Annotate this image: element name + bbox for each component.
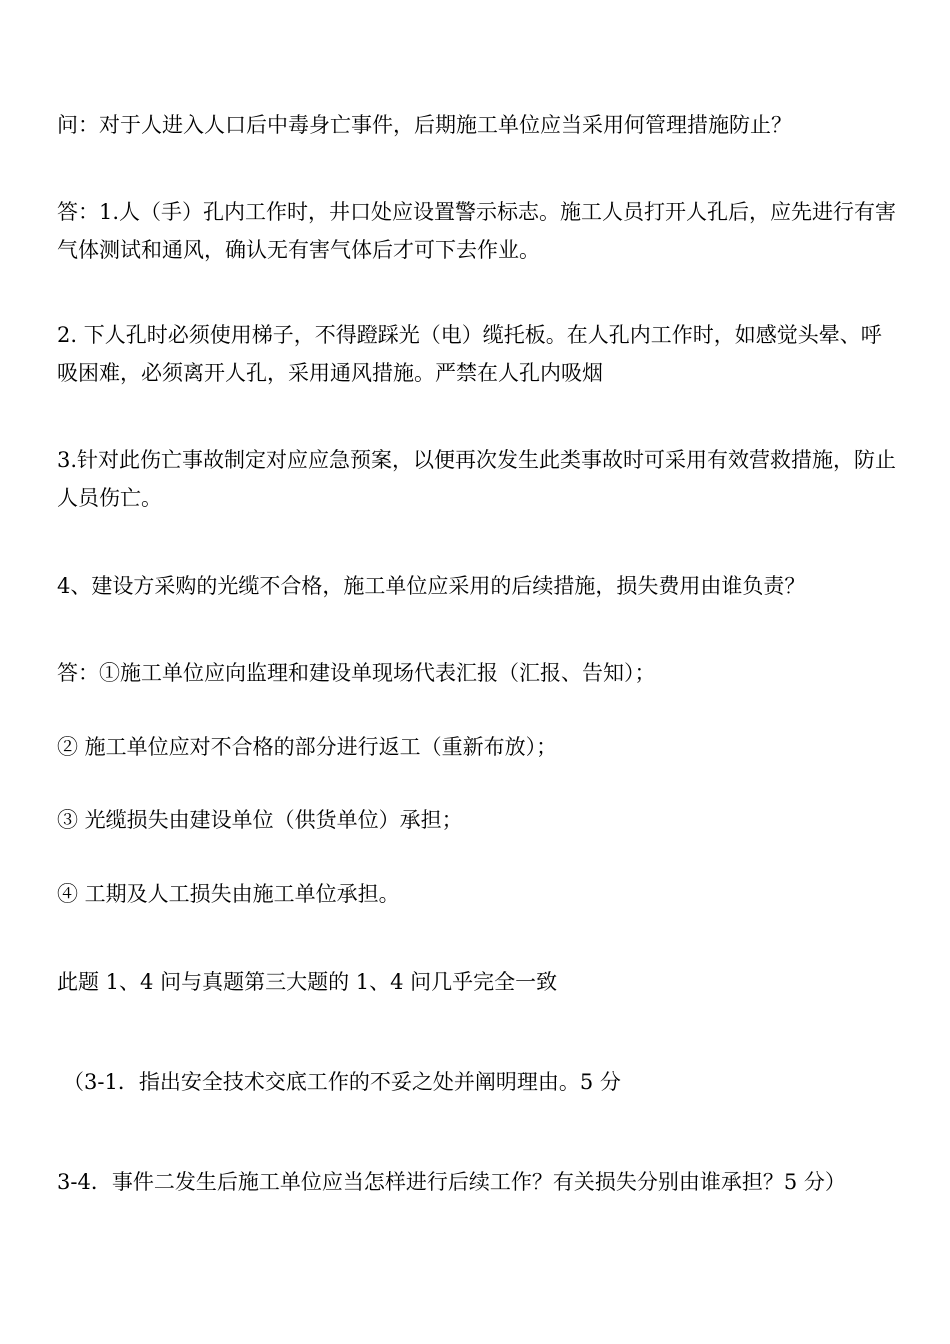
reference-question-3-4: 3-4．事件二发生后施工单位应当怎样进行后续工作？有关损失分别由谁承担？5 分）	[57, 1170, 846, 1194]
answer-item-2: ② 施工单位应对不合格的部分进行返工（重新布放）；	[57, 735, 558, 759]
answer-paragraph-2: 2. 下人孔时必须使用梯子，不得蹬踩光（电）缆托板。在人孔内工作时，如感觉头晕、呼吸困难，必须离开人孔，采用通风措施。严禁在人孔内吸烟	[57, 323, 882, 385]
answer-item-3: ③ 光缆损失由建设单位（供货单位）承担；	[57, 808, 463, 832]
answer-item-1: 答：①施工单位应向监理和建设单现场代表汇报（汇报、告知）；	[57, 661, 656, 685]
reference-question-3-1: （3-1．指出安全技术交底工作的不妥之处并阐明理由。5 分	[63, 1070, 621, 1094]
note-paragraph: 此题 1、4 问与真题第三大题的 1、4 问几乎完全一致	[57, 970, 558, 994]
question-paragraph-1: 问：对于人进入人口后中毒身亡事件，后期施工单位应当采用何管理措施防止？	[57, 113, 792, 137]
answer-paragraph-3: 3.针对此伤亡事故制定对应应急预案，以便再次发生此类事故时可采用有效营救措施，防止人员伤亡。	[57, 448, 897, 510]
answer-paragraph-1: 答：1.人（手）孔内工作时，井口处应设置警示标志。施工人员打开人孔后，应先进行有害气体测试和通风，确认无有害气体后才可下去作业。	[57, 200, 897, 262]
answer-item-4: ④ 工期及人工损失由施工单位承担。	[57, 882, 400, 906]
question-paragraph-4: 4、建设方采购的光缆不合格，施工单位应采用的后续措施，损失费用由谁负责？	[57, 574, 806, 598]
